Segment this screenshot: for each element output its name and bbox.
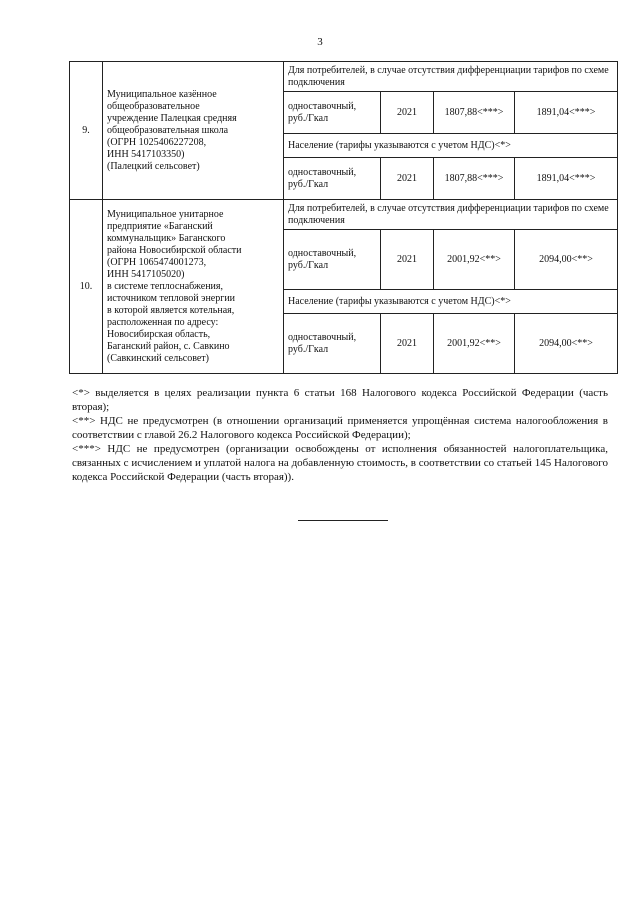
org-line: (Палецкий сельсовет) (107, 160, 200, 172)
row-number: 10. (70, 200, 103, 374)
org-line: (Савкинский сельсовет) (107, 352, 210, 364)
organization-cell (103, 200, 284, 374)
tariff-value-2: 2094,00<**> (515, 314, 618, 374)
org-line: (ОГРН 1025406227208, (107, 136, 207, 148)
tariff-value-2: 1891,04<***> (515, 158, 618, 200)
org-line: учреждение Палецкая средняя (107, 112, 237, 124)
org-line: района Новосибирской области (107, 244, 242, 256)
org-line: общеобразовательное (107, 100, 200, 112)
tariff-year: 2021 (381, 92, 434, 134)
tariff-table (69, 61, 618, 374)
org-line: коммунальщик» Баганского (107, 232, 226, 244)
page-number: 3 (317, 36, 323, 48)
row-number: 9. (70, 62, 103, 200)
footnote-vat-allocated: <*> выделяется в целях реализации пункта 6 статьи 168 Налогового кодекса Российской Федерации (часть вторая); (72, 387, 608, 413)
tariff-value-2: 1891,04<***> (515, 92, 618, 134)
org-line: в которой является котельная, (107, 304, 235, 316)
end-divider (298, 520, 388, 521)
org-line: Муниципальное казённое (107, 88, 217, 100)
org-line: (ОГРН 1065474001273, (107, 256, 207, 268)
tariff-year: 2021 (381, 314, 434, 374)
footnote-vat-exempt: <***> НДС не предусмотрен (организации освобождены от исполнения обязанностей налогоплательщика, связанных с исчислением и уплатой налога на добавленную стоимость, в соответствии со статьей 145 Налогового кодекса Российской Федерации (часть вторая)). (72, 443, 608, 483)
tariff-type: одноставочный, руб./Гкал (284, 158, 381, 200)
org-line: общеобразовательная школа (107, 124, 229, 136)
org-line: Муниципальное унитарное (107, 208, 224, 220)
tariff-type: одноставочный, руб./Гкал (284, 230, 381, 290)
consumer-category: Население (тарифы указываются с учетом НДС)<*> (284, 290, 618, 314)
consumer-category: Население (тарифы указываются с учетом НДС)<*> (284, 134, 618, 158)
tariff-value-1: 1807,88<***> (434, 92, 515, 134)
footnote-simplified-taxation: <**> НДС не предусмотрен (в отношении организаций применяется упрощённая система налогообложения в соответствии с главой 26.2 Налогового кодекса Российской Федерации); (72, 415, 608, 441)
org-line: предприятие «Баганский (107, 220, 213, 232)
tariff-value-1: 1807,88<***> (434, 158, 515, 200)
org-line: Баганский район, с. Савкино (107, 340, 230, 352)
org-line: ИНН 5417105020) (107, 268, 185, 280)
tariff-value-2: 2094,00<**> (515, 230, 618, 290)
tariff-type: одноставочный, руб./Гкал (284, 92, 381, 134)
org-line: ИНН 5417103350) (107, 148, 185, 160)
tariff-year: 2021 (381, 158, 434, 200)
tariff-value-1: 2001,92<**> (434, 230, 515, 290)
org-line: Новосибирская область, (107, 328, 211, 340)
footnotes (72, 386, 608, 484)
consumer-category: Для потребителей, в случае отсутствия дифференциации тарифов по схеме подключения (284, 62, 618, 92)
org-line: в системе теплоснабжения, (107, 280, 224, 292)
consumer-category: Для потребителей, в случае отсутствия дифференциации тарифов по схеме подключения (284, 200, 618, 230)
organization-cell (103, 62, 284, 200)
tariff-type: одноставочный, руб./Гкал (284, 314, 381, 374)
org-line: источником тепловой энергии (107, 292, 236, 304)
org-line: расположенная по адресу: (107, 316, 219, 328)
tariff-value-1: 2001,92<**> (434, 314, 515, 374)
tariff-year: 2021 (381, 230, 434, 290)
table-row (70, 62, 618, 92)
table-row (70, 200, 618, 230)
